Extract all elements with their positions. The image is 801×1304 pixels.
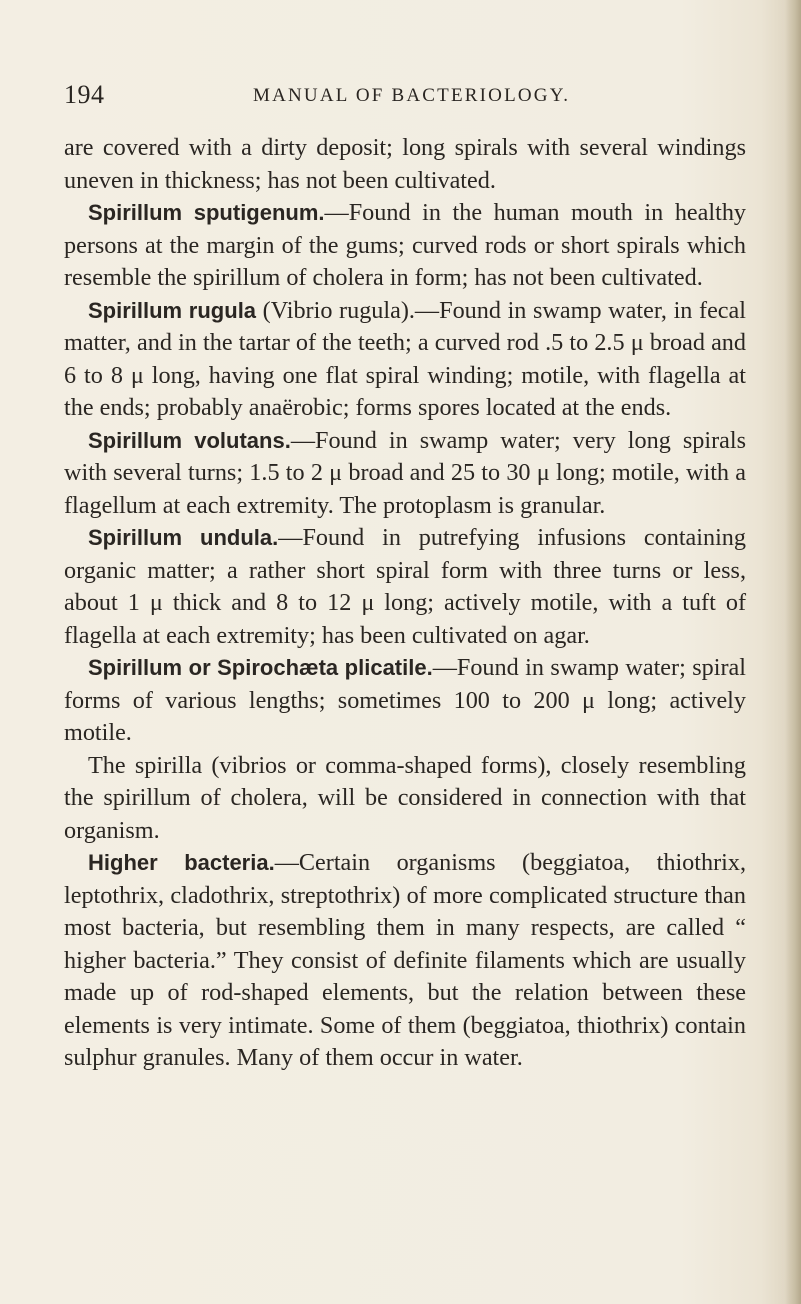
paragraph [64, 197, 746, 295]
paragraph-text: —Found in putrefying infusions containing organic matter; a rather short spiral form with three turns or less, about 1 μ thick and 8 to 12 μ long; actively motile, with a tuft of flagella at each extremity; has been cultivated on agar. [64, 524, 746, 649]
body-text [64, 132, 746, 1075]
paragraph [64, 652, 746, 750]
paragraph-term: Higher bacteria. [88, 850, 275, 875]
paragraph [64, 295, 746, 425]
paragraph-text: The spirilla (vibrios or comma-shaped forms), closely resembling the spirillum of cholera, will be considered in connection with that organism. [64, 751, 746, 844]
paragraph-text: —Found in the human mouth in healthy persons at the margin of the gums; curved rods or short spirals which resemble the spirillum of cholera in form; has not been cultivated. [64, 199, 747, 291]
paragraph-text: —Found in swamp water; spiral forms of various lengths; sometimes 100 to 200 μ long; actively motile. [64, 654, 746, 746]
paragraph-text: (Vibrio rugula).—Found in swamp water, in fecal matter, and in the tartar of the teeth; a curved rod .5 to 2.5 μ broad and 6 to 8 μ long, having one flat spiral winding; motile, with flagella at the ends; probably anaërobic; forms spores located at the ends. [64, 296, 746, 421]
paragraph-term: Spirillum volutans. [88, 427, 291, 453]
paragraph-term: Spirillum sputigenum. [88, 200, 325, 225]
running-title: MANUAL OF BACTERIOLOGY. [253, 85, 571, 106]
page-number: 194 [64, 80, 105, 109]
paragraph-text: —Found in swamp water; very long spirals with several turns; 1.5 to 2 μ broad and 25 to 30 μ long; motile, with a flagellum at each extremity. The protoplasm is granular. [64, 426, 746, 519]
page-edge-shadow [785, 0, 801, 1304]
running-head [64, 80, 742, 116]
paragraph-term: Spirillum undula. [88, 525, 279, 550]
paragraph [64, 425, 746, 523]
paragraph [64, 847, 746, 1075]
paragraph-term: Spirillum rugula [88, 297, 257, 323]
paragraph [64, 522, 746, 652]
paragraph-text: —Certain organisms (beggiatoa, thiothrix, leptothrix, cladothrix, streptothrix) of more complicated structure than most bacteria, but resembling them in many respects, are called “ higher bacteria.” They consist of definite filaments which are usually made up of rod-shaped elements, but the relation between these elements is very intimate. Some of them (beggiatoa, thiothrix) contain sulphur granules. Many of them occur in water. [64, 849, 747, 1071]
paragraph-term: Spirillum or Spirochæta plicatile. [88, 655, 433, 680]
paragraph [64, 132, 746, 197]
paragraph [64, 750, 746, 848]
paragraph-text: are covered with a dirty deposit; long spirals with several windings uneven in thickness; has not been cultivated. [64, 134, 746, 194]
